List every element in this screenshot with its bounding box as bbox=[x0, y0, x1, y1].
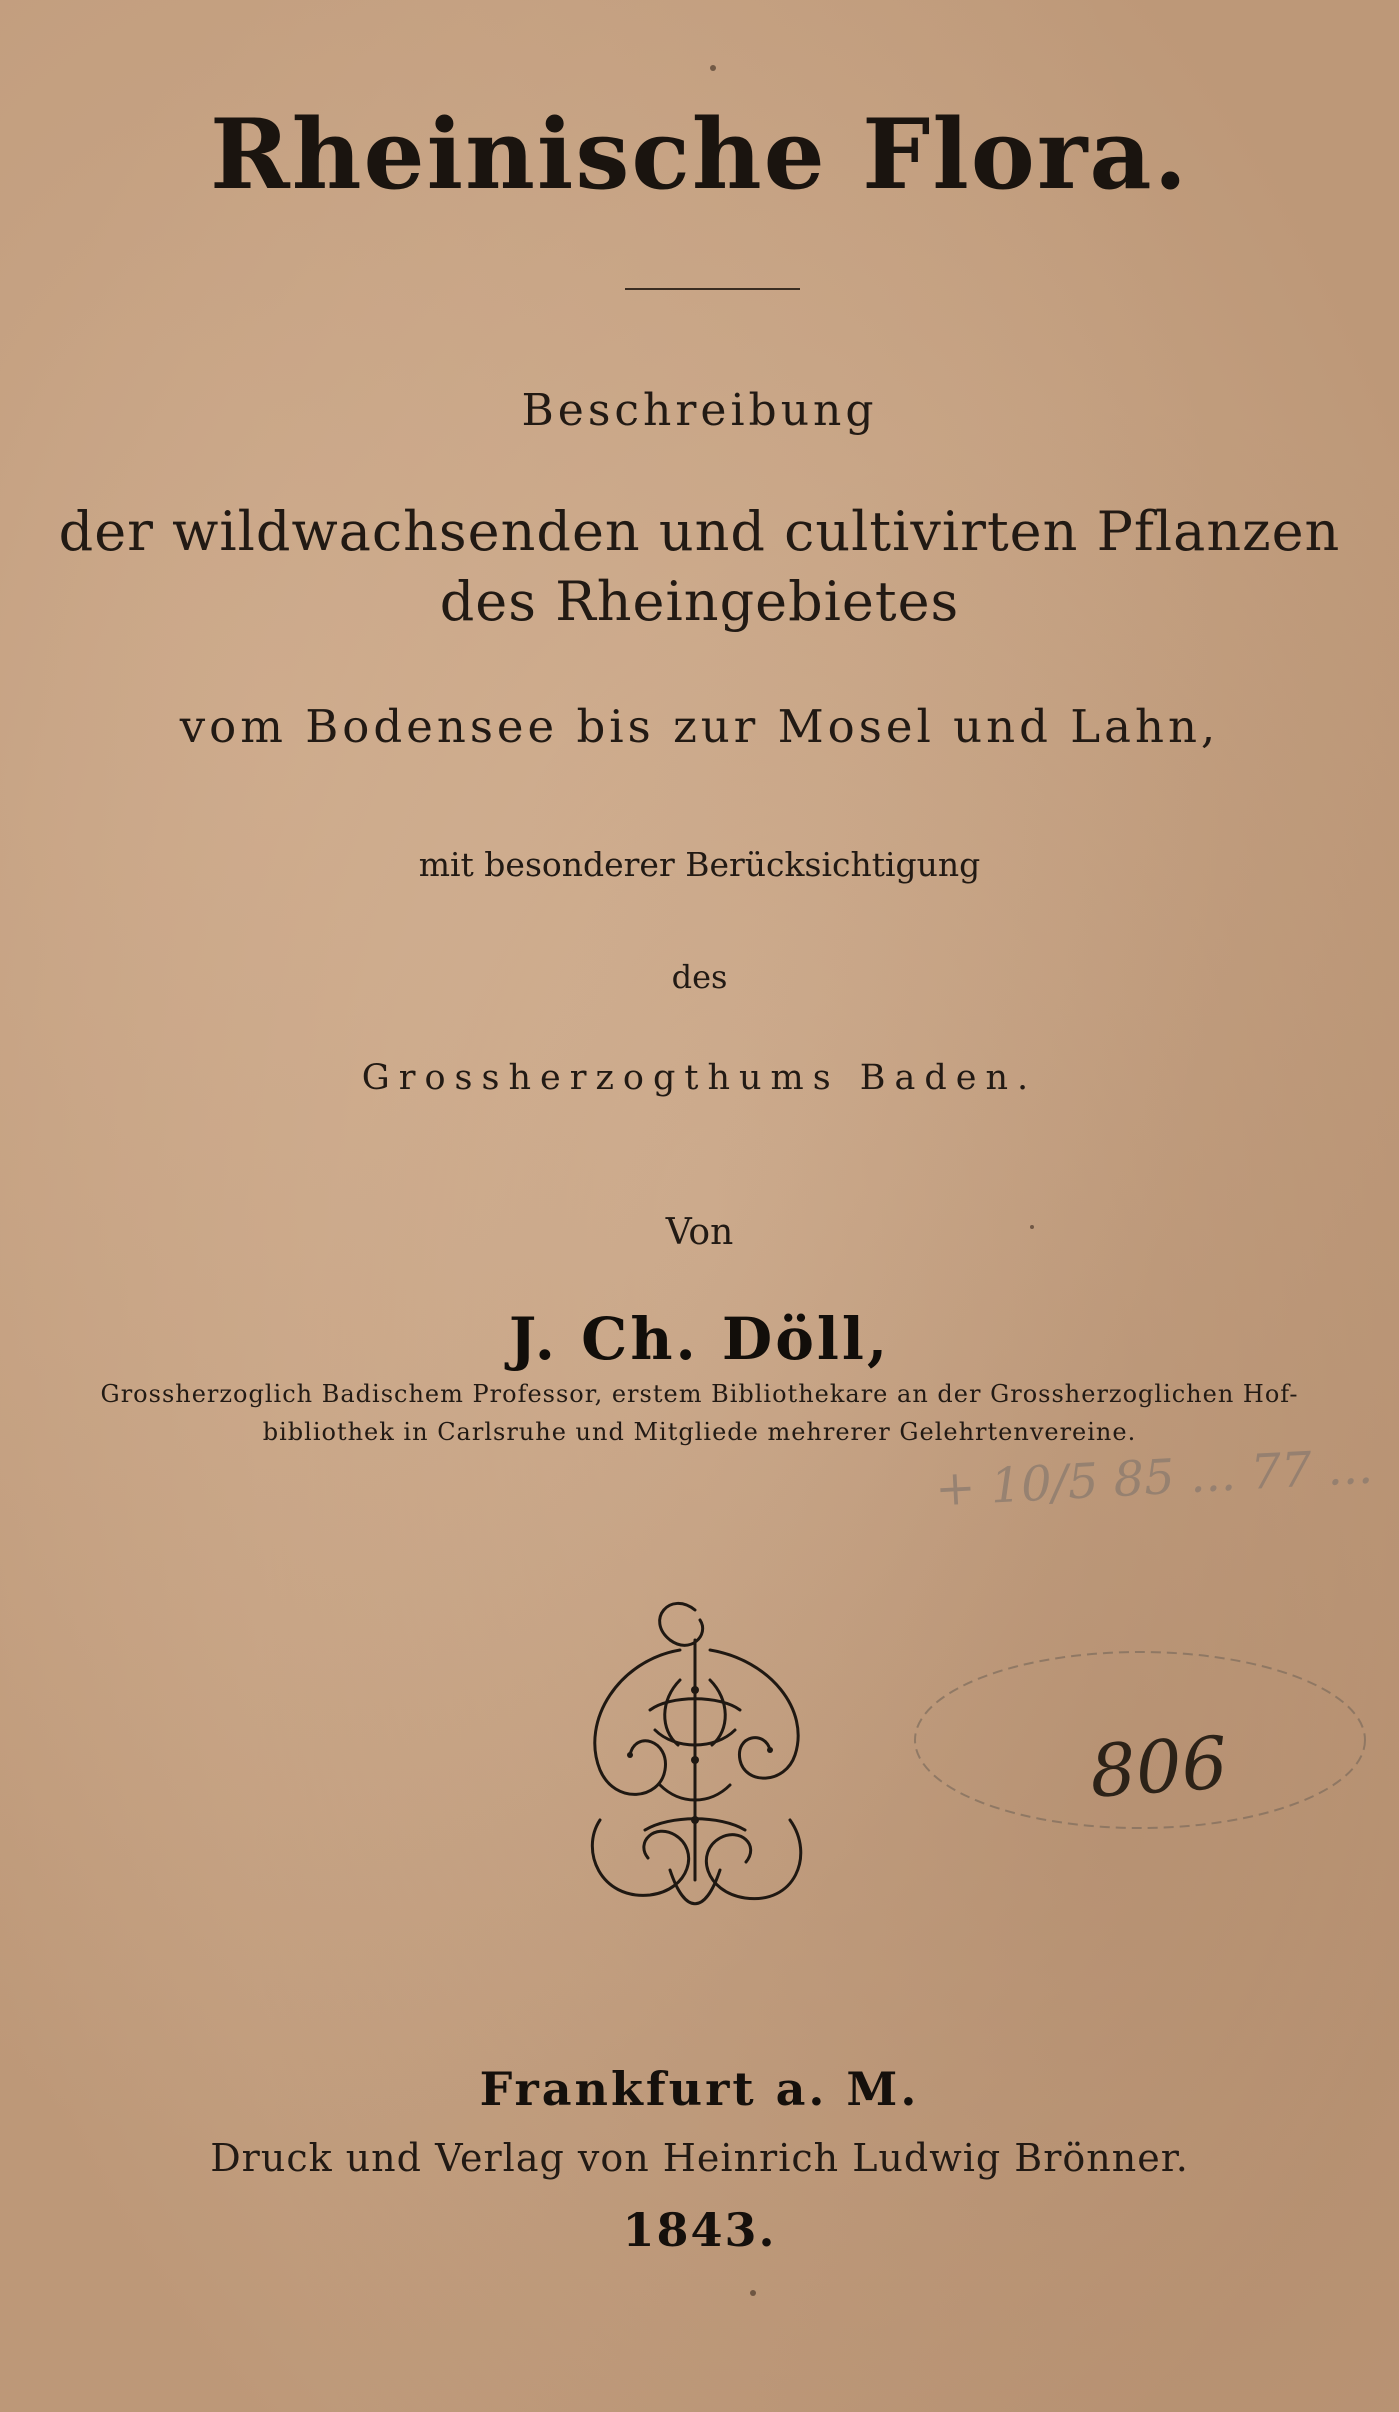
region-line: vom Bodensee bis zur Mosel und Lahn, bbox=[179, 700, 1220, 753]
imprint-publisher: Druck und Verlag von Heinrich Ludwig Brönner. bbox=[210, 2136, 1189, 2180]
author-name: J. Ch. Döll, bbox=[508, 1305, 891, 1373]
article-line: des bbox=[671, 958, 728, 996]
stamp-number: 806 bbox=[1087, 1720, 1231, 1814]
paper-speck bbox=[1030, 1225, 1034, 1229]
title-divider bbox=[625, 288, 800, 290]
description-line-2: des Rheingebietes bbox=[439, 570, 960, 633]
publisher-monogram-ornament bbox=[560, 1580, 830, 1930]
paper-speck bbox=[710, 65, 716, 71]
special-consideration-line: mit besonderer Berücksichtigung bbox=[418, 845, 981, 884]
imprint-year: 1843. bbox=[622, 2203, 777, 2257]
pencil-annotation: + 10/5 85 ... 77 ... bbox=[933, 1438, 1375, 1518]
subtitle: Beschreibung bbox=[521, 385, 878, 436]
imprint-city: Frankfurt a. M. bbox=[479, 2062, 920, 2116]
author-affiliation-line-2: bibliothek in Carlsruhe und Mitgliede mehrerer Gelehrtenvereine. bbox=[262, 1418, 1137, 1446]
duchy-line: Grossherzogthums Baden. bbox=[361, 1058, 1038, 1098]
by-label: Von bbox=[665, 1212, 734, 1253]
book-title: Rheinische Flora. bbox=[209, 98, 1190, 211]
description-line-1: der wildwachsenden und cultivirten Pflanzen bbox=[58, 500, 1341, 563]
author-affiliation-line-1: Grossherzoglich Badischem Professor, erstem Bibliothekare an der Grossherzoglichen Hof- bbox=[100, 1380, 1299, 1408]
paper-speck bbox=[750, 2290, 756, 2296]
